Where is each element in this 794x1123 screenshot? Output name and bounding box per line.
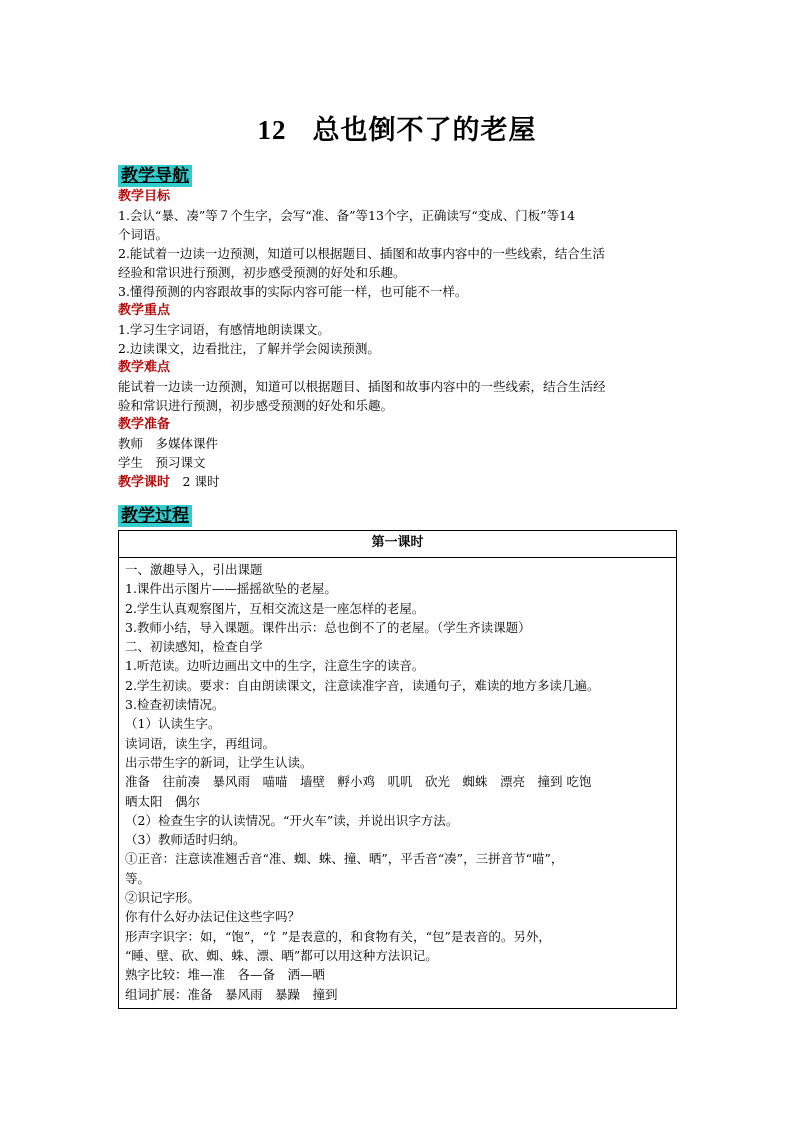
goal-line: 经验和常识进行预测，初步感受预测的好处和乐趣。 — [118, 265, 406, 280]
goal-line: 3.懂得预测的内容跟故事的实际内容可能一样，也可能不一样。 — [118, 284, 468, 299]
table-row — [119, 531, 677, 558]
process-line: 你有什么好办法记住这些字吗？ — [125, 909, 301, 925]
process-line: ②识记字形。 — [125, 890, 201, 906]
preparation-heading: 教学准备 — [118, 417, 171, 432]
process-line: 准备 往前凑 暴风雨 喵喵 墙壁 孵小鸡 叽叽 砍光 蜘蛛 漂亮 撞到 吃饱 — [125, 774, 592, 790]
key-point-line: 2.边读课文，边看批注，了解并学会阅读预测。 — [118, 341, 380, 356]
teaching-navigation — [118, 165, 678, 492]
difficult-points-heading: 教学难点 — [118, 360, 171, 375]
process-line: 熟字比较：堆—准 各—备 洒—晒 — [125, 967, 326, 983]
document-title — [0, 108, 794, 147]
process-line: 2.学生认真观察图片，互相交流这是一座怎样的老屋。 — [125, 600, 425, 616]
process-line: 1.课件出示图片——摇摇欲坠的老屋。 — [125, 581, 337, 597]
class-hours-heading: 教学课时 — [118, 475, 171, 490]
process-line: 2.学生初读。要求：自由朗读课文，注意读准字音，读通句子，难读的地方多读几遍。 — [125, 677, 600, 693]
goal-line: 2.能试着一边读一边预测，知道可以根据题目、插图和故事内容中的一些线索，结合生活 — [118, 246, 605, 261]
process-line: 出示带生字的新词，让学生认读。 — [125, 754, 313, 770]
teaching-process-table — [118, 530, 677, 1009]
process-line: （3）教师适时归纳。 — [125, 832, 246, 848]
process-heading: 教学过程 — [118, 505, 192, 527]
process-line: 读词语，读生字，再组词。 — [125, 735, 276, 751]
lesson-title: 总也倒不了的老屋 — [312, 115, 537, 146]
nav-heading: 教学导航 — [118, 165, 192, 187]
preparation-line: 学生 预习课文 — [118, 455, 206, 470]
key-points-heading: 教学重点 — [118, 303, 171, 318]
process-line: 1.听范读。边听边画出文中的生字，注意生字的读音。 — [125, 658, 425, 674]
process-heading-wrap — [118, 505, 192, 527]
goal-line: 个词语。 — [118, 227, 169, 242]
process-line: 形声字识字：如，“饱”，“饣”是表意的，和食物有关，“包”是表音的。另外， — [125, 928, 551, 944]
process-line: “睡、壁、砍、蜘、蛛、漂、晒”都可以用这种方法识记。 — [125, 947, 438, 963]
process-line: 组词扩展：准备 暴风雨 暴躁 撞到 — [125, 986, 338, 1002]
key-point-line: 1.学习生字词语，有感情地朗读课文。 — [118, 322, 330, 337]
table-row — [119, 558, 677, 1009]
process-line: 等。 — [125, 870, 151, 886]
process-line: 二、初读感知，检查自学 — [125, 639, 263, 655]
process-line: 3.检查初读情况。 — [125, 697, 225, 713]
preparation-line: 教师 多媒体课件 — [118, 436, 219, 451]
process-content — [119, 558, 677, 1009]
class-hours-value: 2 课时 — [182, 474, 220, 489]
difficult-point-line: 能试着一边读一边预测，知道可以根据题目、插图和故事内容中的一些线索，结合生活经 — [118, 379, 606, 394]
difficult-point-line: 验和常识进行预测，初步感受预测的好处和乐趣。 — [118, 398, 394, 413]
goals-heading: 教学目标 — [118, 189, 171, 204]
process-line: （1）认读生字。 — [125, 716, 221, 732]
lesson-number: 12 — [257, 115, 287, 145]
class-hours-row — [118, 472, 678, 492]
process-line: 晒太阳 偶尔 — [125, 793, 201, 809]
lesson-period-title: 第一课时 — [119, 531, 677, 558]
process-line: （2）检查生字的认读情况。“开火车”读，并说出识字方法。 — [125, 812, 459, 828]
process-line: 一、激趣导入，引出课题 — [125, 562, 263, 577]
process-line: ①正音：注意读准翘舌音“准、蜘、蛛、撞、晒”，平舌音“凑”，三拼音节“喵”， — [125, 851, 564, 867]
process-line: 3.教师小结，导入课题。课件出示：总也倒不了的老屋。（学生齐读课题） — [125, 619, 531, 635]
goal-line: 1.会认“暴、凑”等７个生字，会写“准、备”等13个字，正确读写“变成、门板”等14 — [118, 208, 576, 223]
